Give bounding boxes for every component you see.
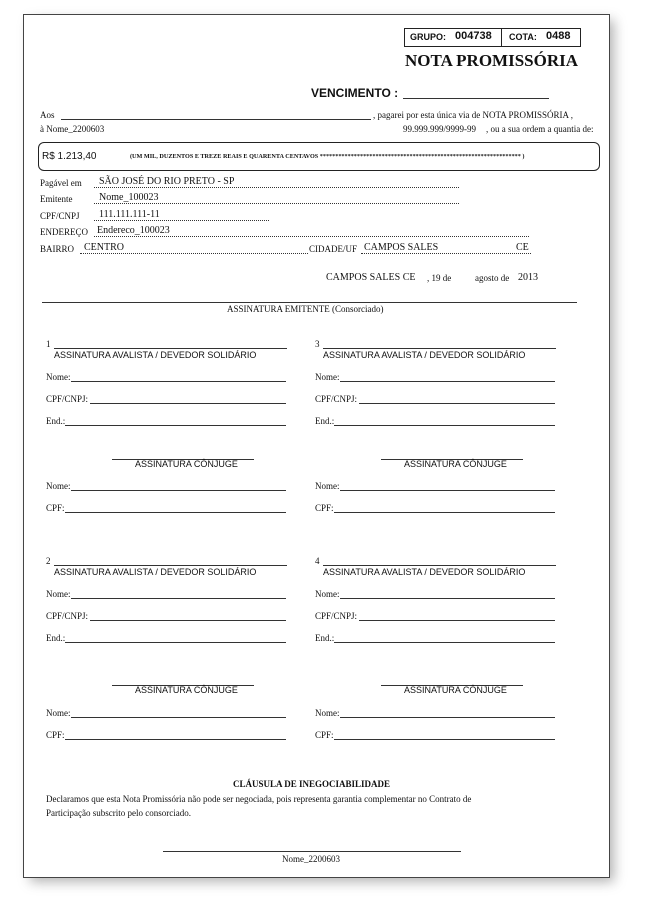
grupo-value: 004738 xyxy=(455,30,492,42)
cidade-label: CIDADE/UF xyxy=(309,244,358,254)
conjuge-2-cpf-line xyxy=(65,739,286,740)
avalista-2-cpf-line xyxy=(90,620,286,621)
cpf-cnpj-value: 111.111.111-11 xyxy=(99,209,160,220)
footer-signature-line xyxy=(163,851,461,852)
avalista-4-cpf-label: CPF/CNPJ: xyxy=(315,611,358,621)
aos-line xyxy=(61,119,371,120)
date-city: CAMPOS SALES CE xyxy=(326,272,416,283)
pagavel-value: SÃO JOSÉ DO RIO PRETO - SP xyxy=(99,176,235,187)
avalista-1-cpf-line xyxy=(90,403,286,404)
footer-name: Nome_2200603 xyxy=(282,854,340,864)
avalista-4-nome-label: Nome: xyxy=(315,589,340,599)
avalista-2-number: 2 xyxy=(46,556,51,566)
avalista-3-end-line xyxy=(334,425,555,426)
conjuge-4-cpf-line xyxy=(334,739,555,740)
emitente-value: Nome_100023 xyxy=(99,192,159,203)
avalista-1-line xyxy=(54,348,287,349)
avalista-1-number: 1 xyxy=(46,339,51,349)
date-month: agosto de xyxy=(475,273,510,283)
conjuge-2-nome-label: Nome: xyxy=(46,708,71,718)
avalista-1-end-label: End.: xyxy=(46,416,66,426)
avalista-4-title: ASSINATURA AVALISTA / DEVEDOR SOLIDÁRIO xyxy=(323,567,526,577)
ordem-text: , ou a sua ordem a quantia de: xyxy=(486,124,594,134)
conjuge-1-cpf-line xyxy=(65,512,286,513)
avalista-3-cpf-line xyxy=(359,403,555,404)
conjuge-1-nome-line xyxy=(71,490,286,491)
avalista-1-cpf-label: CPF/CNPJ: xyxy=(46,394,89,404)
amount-value: R$ 1.213,40 xyxy=(42,151,97,162)
conjuge-2-nome-line xyxy=(71,717,286,718)
avalista-4-nome-line xyxy=(340,598,555,599)
conjuge-3-cpf-label: CPF: xyxy=(315,503,334,513)
vencimento-line xyxy=(403,98,549,99)
conjuge-4-nome-label: Nome: xyxy=(315,708,340,718)
avalista-2-title: ASSINATURA AVALISTA / DEVEDOR SOLIDÁRIO xyxy=(54,567,257,577)
clausula-line-2: Participação subscrito pelo consorciado. xyxy=(46,808,191,818)
avalista-1-nome-line xyxy=(71,381,286,382)
conjuge-1-title: ASSINATURA CÔNJUGE xyxy=(135,459,238,469)
cidade-value: CAMPOS SALES xyxy=(364,242,439,253)
avalista-3-number: 3 xyxy=(315,339,320,349)
amount-in-words: (UM MIL, DUZENTOS E TREZE REAIS E QUARENTA CENTAVOS ***************************************************************** ) xyxy=(130,153,525,160)
avalista-2-end-line xyxy=(65,642,286,643)
avalista-4-end-line xyxy=(334,642,555,643)
emitente-line xyxy=(94,203,459,204)
aos-label: Aos xyxy=(40,110,55,120)
grupo-label: GRUPO: xyxy=(410,32,446,42)
avalista-2-line xyxy=(54,565,287,566)
avalista-4-number: 4 xyxy=(315,556,320,566)
cota-value: 0488 xyxy=(546,30,571,42)
avalista-3-cpf-label: CPF/CNPJ: xyxy=(315,394,358,404)
conjuge-3-nome-label: Nome: xyxy=(315,481,340,491)
avalista-1-title: ASSINATURA AVALISTA / DEVEDOR SOLIDÁRIO xyxy=(54,350,257,360)
emitente-signature-label: ASSINATURA EMITENTE (Consorciado) xyxy=(227,304,384,314)
cpf-cnpj-line xyxy=(94,220,269,221)
avalista-4-end-label: End.: xyxy=(315,633,335,643)
avalista-1-nome-label: Nome: xyxy=(46,372,71,382)
avalista-1-end-line xyxy=(65,425,286,426)
page-title: NOTA PROMISSÓRIA xyxy=(405,51,579,70)
bairro-value: CENTRO xyxy=(84,242,124,253)
conjuge-3-cpf-line xyxy=(334,512,555,513)
conjuge-4-nome-line xyxy=(340,717,555,718)
avalista-4-cpf-line xyxy=(359,620,555,621)
cidade-line xyxy=(361,253,531,254)
bairro-line xyxy=(80,253,308,254)
emitente-signature-line xyxy=(42,302,577,303)
pagavel-label: Pagável em xyxy=(40,178,82,188)
clausula-title: CLÁUSULA DE INEGOCIABILIDADE xyxy=(233,779,391,789)
conjuge-1-cpf-label: CPF: xyxy=(46,503,65,513)
vencimento-label: VENCIMENTO : xyxy=(311,86,399,100)
conjuge-4-title: ASSINATURA CÔNJUGE xyxy=(404,685,507,695)
beneficiary-cnpj: 99.999.999/9999-99 xyxy=(403,124,476,134)
avalista-3-title: ASSINATURA AVALISTA / DEVEDOR SOLIDÁRIO xyxy=(323,350,526,360)
avalista-3-end-label: End.: xyxy=(315,416,335,426)
avalista-2-end-label: End.: xyxy=(46,633,66,643)
promissory-note-page xyxy=(23,14,610,878)
clausula-line-1: Declaramos que esta Nota Promissória não pode ser negociada, pois representa garantia complementar no Contrato de xyxy=(46,794,472,804)
conjuge-3-title: ASSINATURA CÔNJUGE xyxy=(404,459,507,469)
avalista-2-cpf-label: CPF/CNPJ: xyxy=(46,611,89,621)
endereco-value: Endereco_100023 xyxy=(97,225,170,236)
pagavel-line xyxy=(94,187,459,188)
endereco-label: ENDEREÇO xyxy=(40,227,88,237)
cpf-cnpj-label: CPF/CNPJ xyxy=(40,211,80,221)
conjuge-4-cpf-label: CPF: xyxy=(315,730,334,740)
avalista-4-line xyxy=(323,565,556,566)
emitente-label: Emitente xyxy=(40,194,73,204)
box-divider xyxy=(501,28,502,46)
avalista-2-nome-label: Nome: xyxy=(46,589,71,599)
avalista-3-nome-line xyxy=(340,381,555,382)
avalista-3-nome-label: Nome: xyxy=(315,372,340,382)
bairro-label: BAIRRO xyxy=(40,244,75,254)
avalista-2-nome-line xyxy=(71,598,286,599)
date-day: , 19 de xyxy=(427,273,452,283)
endereco-line xyxy=(94,236,529,237)
conjuge-2-title: ASSINATURA CÔNJUGE xyxy=(135,685,238,695)
cota-label: COTA: xyxy=(509,32,537,42)
uf-value: CE xyxy=(516,242,529,253)
conjuge-3-nome-line xyxy=(340,490,555,491)
pagarei-text: , pagarei por esta única via de NOTA PROMISSÓRIA , xyxy=(373,110,573,120)
avalista-3-line xyxy=(323,348,556,349)
beneficiary-name: à Nome_2200603 xyxy=(40,124,105,134)
conjuge-2-cpf-label: CPF: xyxy=(46,730,65,740)
date-year: 2013 xyxy=(518,272,538,283)
conjuge-1-nome-label: Nome: xyxy=(46,481,71,491)
